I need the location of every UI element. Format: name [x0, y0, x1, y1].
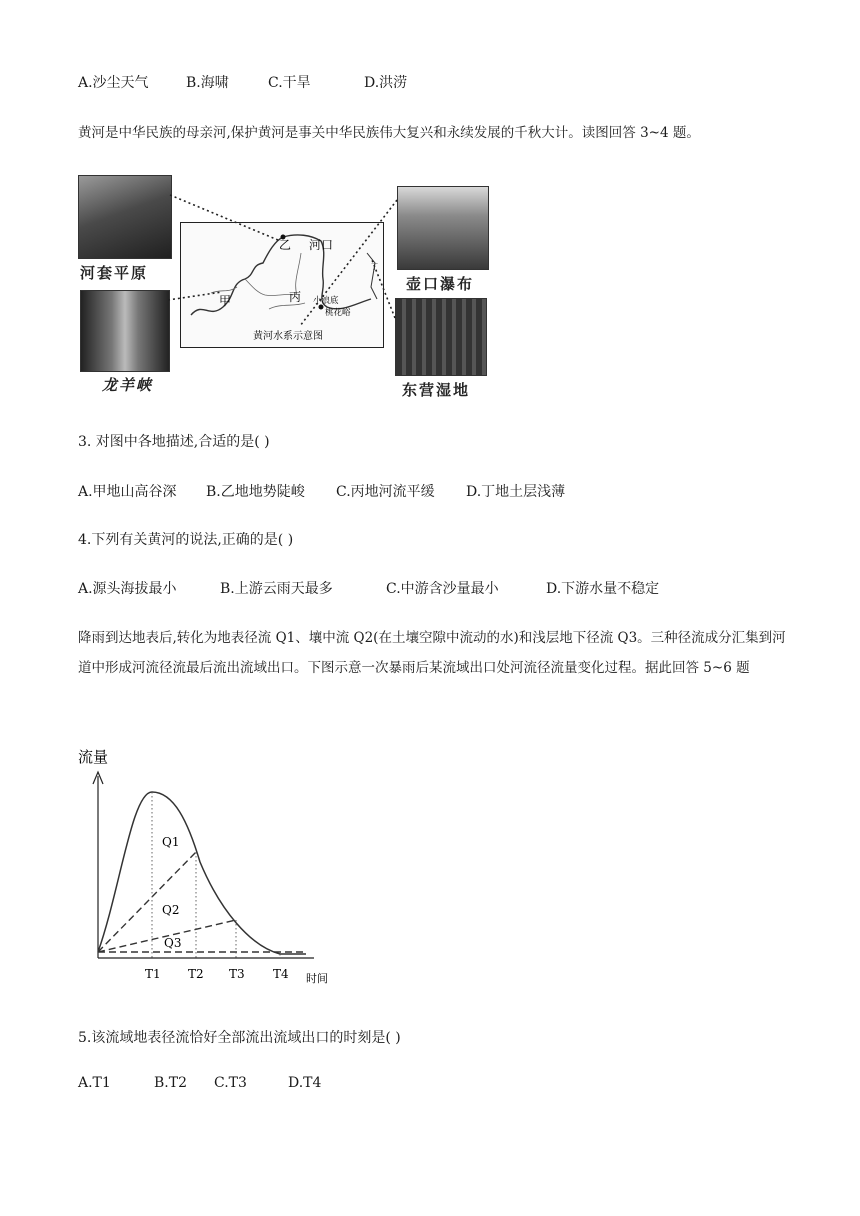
q5-options: [78, 1075, 321, 1091]
total-runoff-curve: [98, 792, 306, 954]
caption-hukou: 壶口瀑布: [406, 275, 475, 293]
label-q3: Q3: [164, 936, 182, 950]
map-label-bing: 丙: [289, 290, 302, 304]
caption-longyang: 龙羊峡: [102, 376, 154, 394]
intro-3-4: 黄河是中华民族的母亲河,保护黄河是事关中华民族伟大复兴和永续发展的千秋大计。读图回答 3~4 题。: [78, 125, 700, 141]
q2-option-b: B.海啸: [186, 75, 229, 91]
q5-option-b: B.T2: [154, 1075, 187, 1091]
tick-t1: T1: [145, 967, 161, 981]
q4-stem: 4.下列有关黄河的说法,正确的是( ): [78, 532, 294, 548]
label-q1: Q1: [162, 835, 180, 849]
q3-option-b: B.乙地地势陡峻: [206, 484, 305, 500]
q5-option-a: A.T1: [78, 1075, 111, 1091]
q4-option-c: C.中游含沙量最小: [386, 581, 499, 597]
chart-ylabel: 流量: [78, 748, 109, 766]
q4-option-b: B.上游云雨天最多: [220, 581, 333, 597]
q5-stem: 5.该流域地表径流恰好全部流出流域出口的时刻是( ): [78, 1030, 401, 1046]
figure1-leader-lines: [0, 0, 860, 420]
q4-option-a: A.源头海拔最小: [78, 581, 177, 597]
q4-option-d: D.下游水量不稳定: [546, 581, 660, 597]
caption-dongying: 东营湿地: [402, 381, 471, 399]
runoff-chart: [70, 740, 340, 992]
q4-options: [78, 578, 659, 598]
q5-option-c: C.T3: [214, 1075, 247, 1091]
tick-t4: T4: [273, 967, 289, 981]
tick-t2: T2: [188, 967, 204, 981]
map-label-taohuayu: 桃花峪: [325, 308, 351, 318]
q3-stem: 3. 对图中各地描述,合适的是( ): [78, 434, 270, 450]
map-label-yi: 乙: [279, 238, 292, 252]
chart-xlabel: 时间: [306, 972, 328, 985]
q5-option-d: D.T4: [288, 1075, 322, 1091]
map-label-hekou: 河口: [309, 238, 334, 252]
intro-5-6: 降雨到达地表后,转化为地表径流 Q1、壤中流 Q2(在土壤空隙中流动的水)和浅层地下径流 Q3。三种径流成分汇集到河道中形成河流径流最后流出流域出口。下图示意一次暴雨后某流域出口处河流径流量变化过程。据此回答 5~6 题: [78, 630, 786, 676]
q3-options: [78, 481, 565, 501]
map-label-xiaolangdi: 小浪底: [313, 296, 339, 306]
map-label-ding: 丁: [371, 263, 378, 271]
q2-option-d: D.洪涝: [364, 75, 408, 91]
map-label-jia: 甲: [219, 294, 232, 308]
q3-option-c: C.丙地河流平缓: [336, 484, 435, 500]
tick-t3: T3: [229, 967, 245, 981]
q2-option-c: C.干旱: [268, 75, 311, 91]
q3-option-a: A.甲地山高谷深: [78, 484, 177, 500]
map-title: 黄河水系示意图: [253, 331, 323, 342]
q2-option-a: A.沙尘天气: [78, 75, 149, 91]
label-q2: Q2: [162, 903, 180, 917]
q3-option-d: D.丁地土层浅薄: [466, 484, 566, 500]
caption-hetao: 河套平原: [80, 264, 149, 282]
